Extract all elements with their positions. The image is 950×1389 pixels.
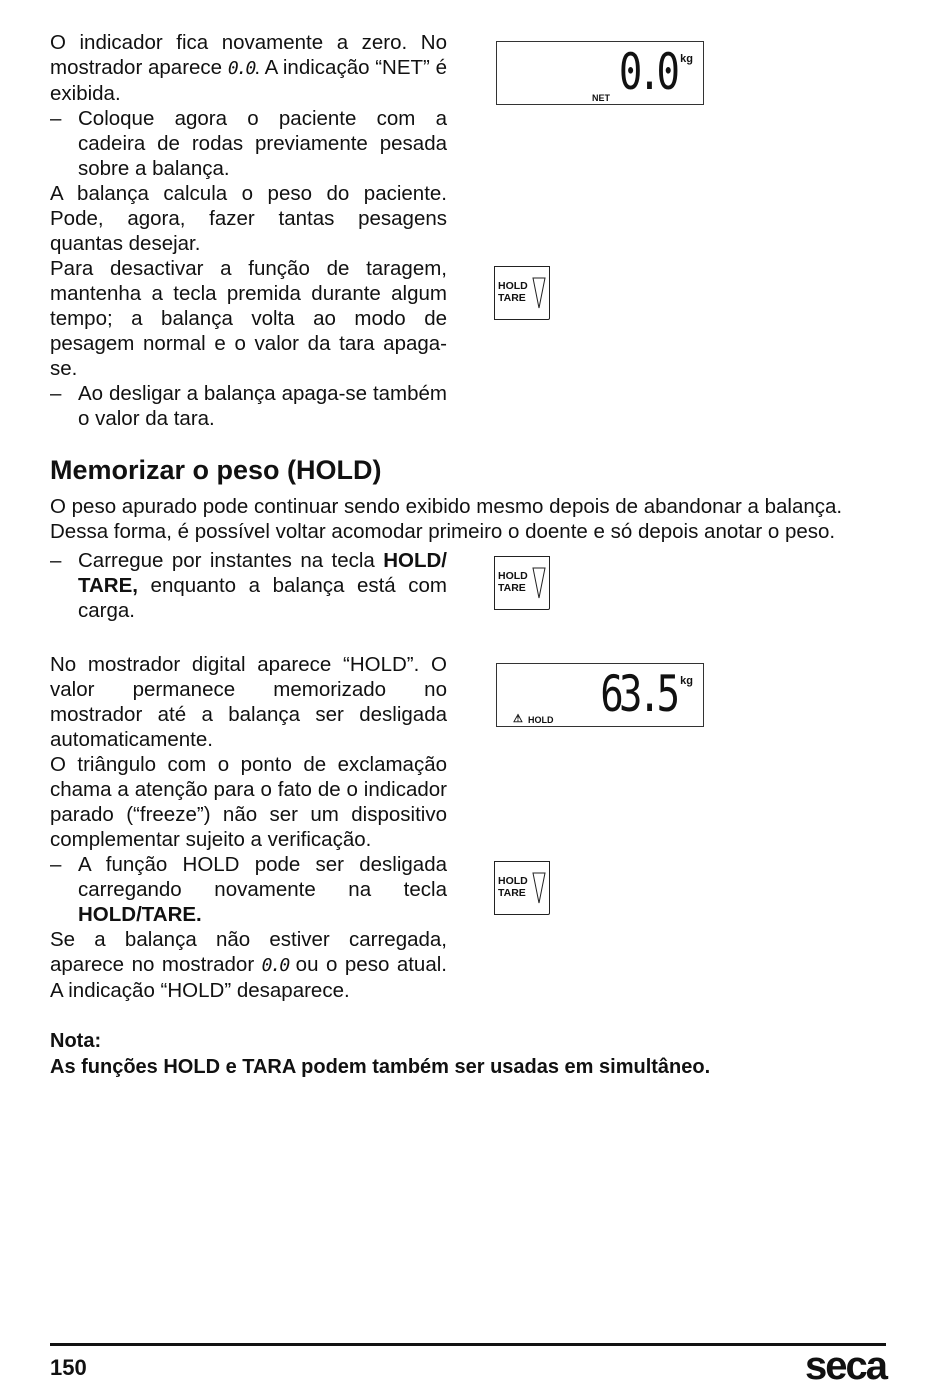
note-block: [50, 1028, 710, 1080]
page-number: 150: [50, 1355, 87, 1380]
hold-intro-2: Dessa forma, é possível voltar acomodar primeiro o doente e só depois anotar o peso.: [50, 520, 836, 543]
hold-tare-key-icon: HOLD TARE: [494, 266, 550, 320]
lcd-value: 0.0: [618, 43, 675, 101]
lcd-display-hold: [496, 663, 704, 727]
zero-display-symbol: 0.0: [227, 58, 255, 79]
paragraph-net: O indicador fica novamente a zero. No mostrador aparece 0.0. A indicação “NET” é exibida.: [50, 31, 447, 105]
note-text: As funções HOLD e TARA podem também ser usadas em simultâneo.: [50, 1056, 711, 1078]
hold-intro-1: O peso apurado pode continuar sendo exibido mesmo depois de abandonar a balança.: [50, 495, 843, 518]
hold-bullet-column: [50, 548, 447, 623]
hold-tare-key-icon: HOLD TARE: [494, 556, 550, 610]
bullet-switch-off: – Ao desligar a balança apaga-se também o valor da tara.: [50, 382, 447, 430]
lcd-unit: kg: [680, 675, 693, 687]
footer-divider: [50, 1343, 886, 1346]
section-heading-hold: Memorizar o peso (HOLD): [50, 455, 382, 485]
paragraph-hold-shown: No mostrador digital aparece “HOLD”. O valor permanece memorizado no mostrador até a balança ser desligada automaticamente.: [50, 653, 447, 751]
note-title: Nota:: [50, 1030, 102, 1052]
section1-text: [50, 30, 447, 431]
warning-triangle-icon: ⚠: [513, 713, 523, 725]
hold-tare-key-icon: HOLD TARE: [494, 861, 550, 915]
brand-logo: seca: [805, 1344, 886, 1388]
lcd-value: 63.5: [599, 665, 675, 723]
paragraph-triangle: O triângulo com o ponto de exclamação chama a atenção para o fato de o indicador parado (“freeze”) não ser um dispositivo complementar sujeito a verificação.: [50, 753, 447, 851]
bullet-hold-off: – A função HOLD pode ser desligada carregando novamente na tecla HOLD/TARE.: [50, 853, 447, 926]
bullet-place-patient: – Coloque agora o paciente com a cadeira de rodas previamente pesada sobre a balança.: [50, 107, 447, 180]
bullet-press-hold: – Carregue por instantes na tecla HOLD/ TARE, enquanto a balança está com carga.: [50, 549, 447, 622]
lcd-display-net: [496, 41, 704, 105]
lcd-hold-flag: HOLD: [528, 715, 554, 725]
paragraph-deactivate: Para desactivar a função de taragem, mantenha a tecla premida durante algum tempo; a balança volta ao modo de pesagem normal e o valor da tara apaga-se.: [50, 257, 447, 380]
paragraph-calculates: A balança calcula o peso do paciente. Pode, agora, fazer tantas pesagens quantas desejar.: [50, 182, 447, 255]
lcd-net-flag: NET: [592, 93, 610, 103]
hold-text-column: [50, 652, 447, 1003]
paragraph-not-loaded: Se a balança não estiver carregada, aparece no mostrador 0.0 ou o peso atual. A indicação “HOLD” desaparece.: [50, 928, 447, 1002]
zero-display-symbol: 0.0: [261, 955, 289, 976]
lcd-unit: kg: [680, 53, 693, 65]
